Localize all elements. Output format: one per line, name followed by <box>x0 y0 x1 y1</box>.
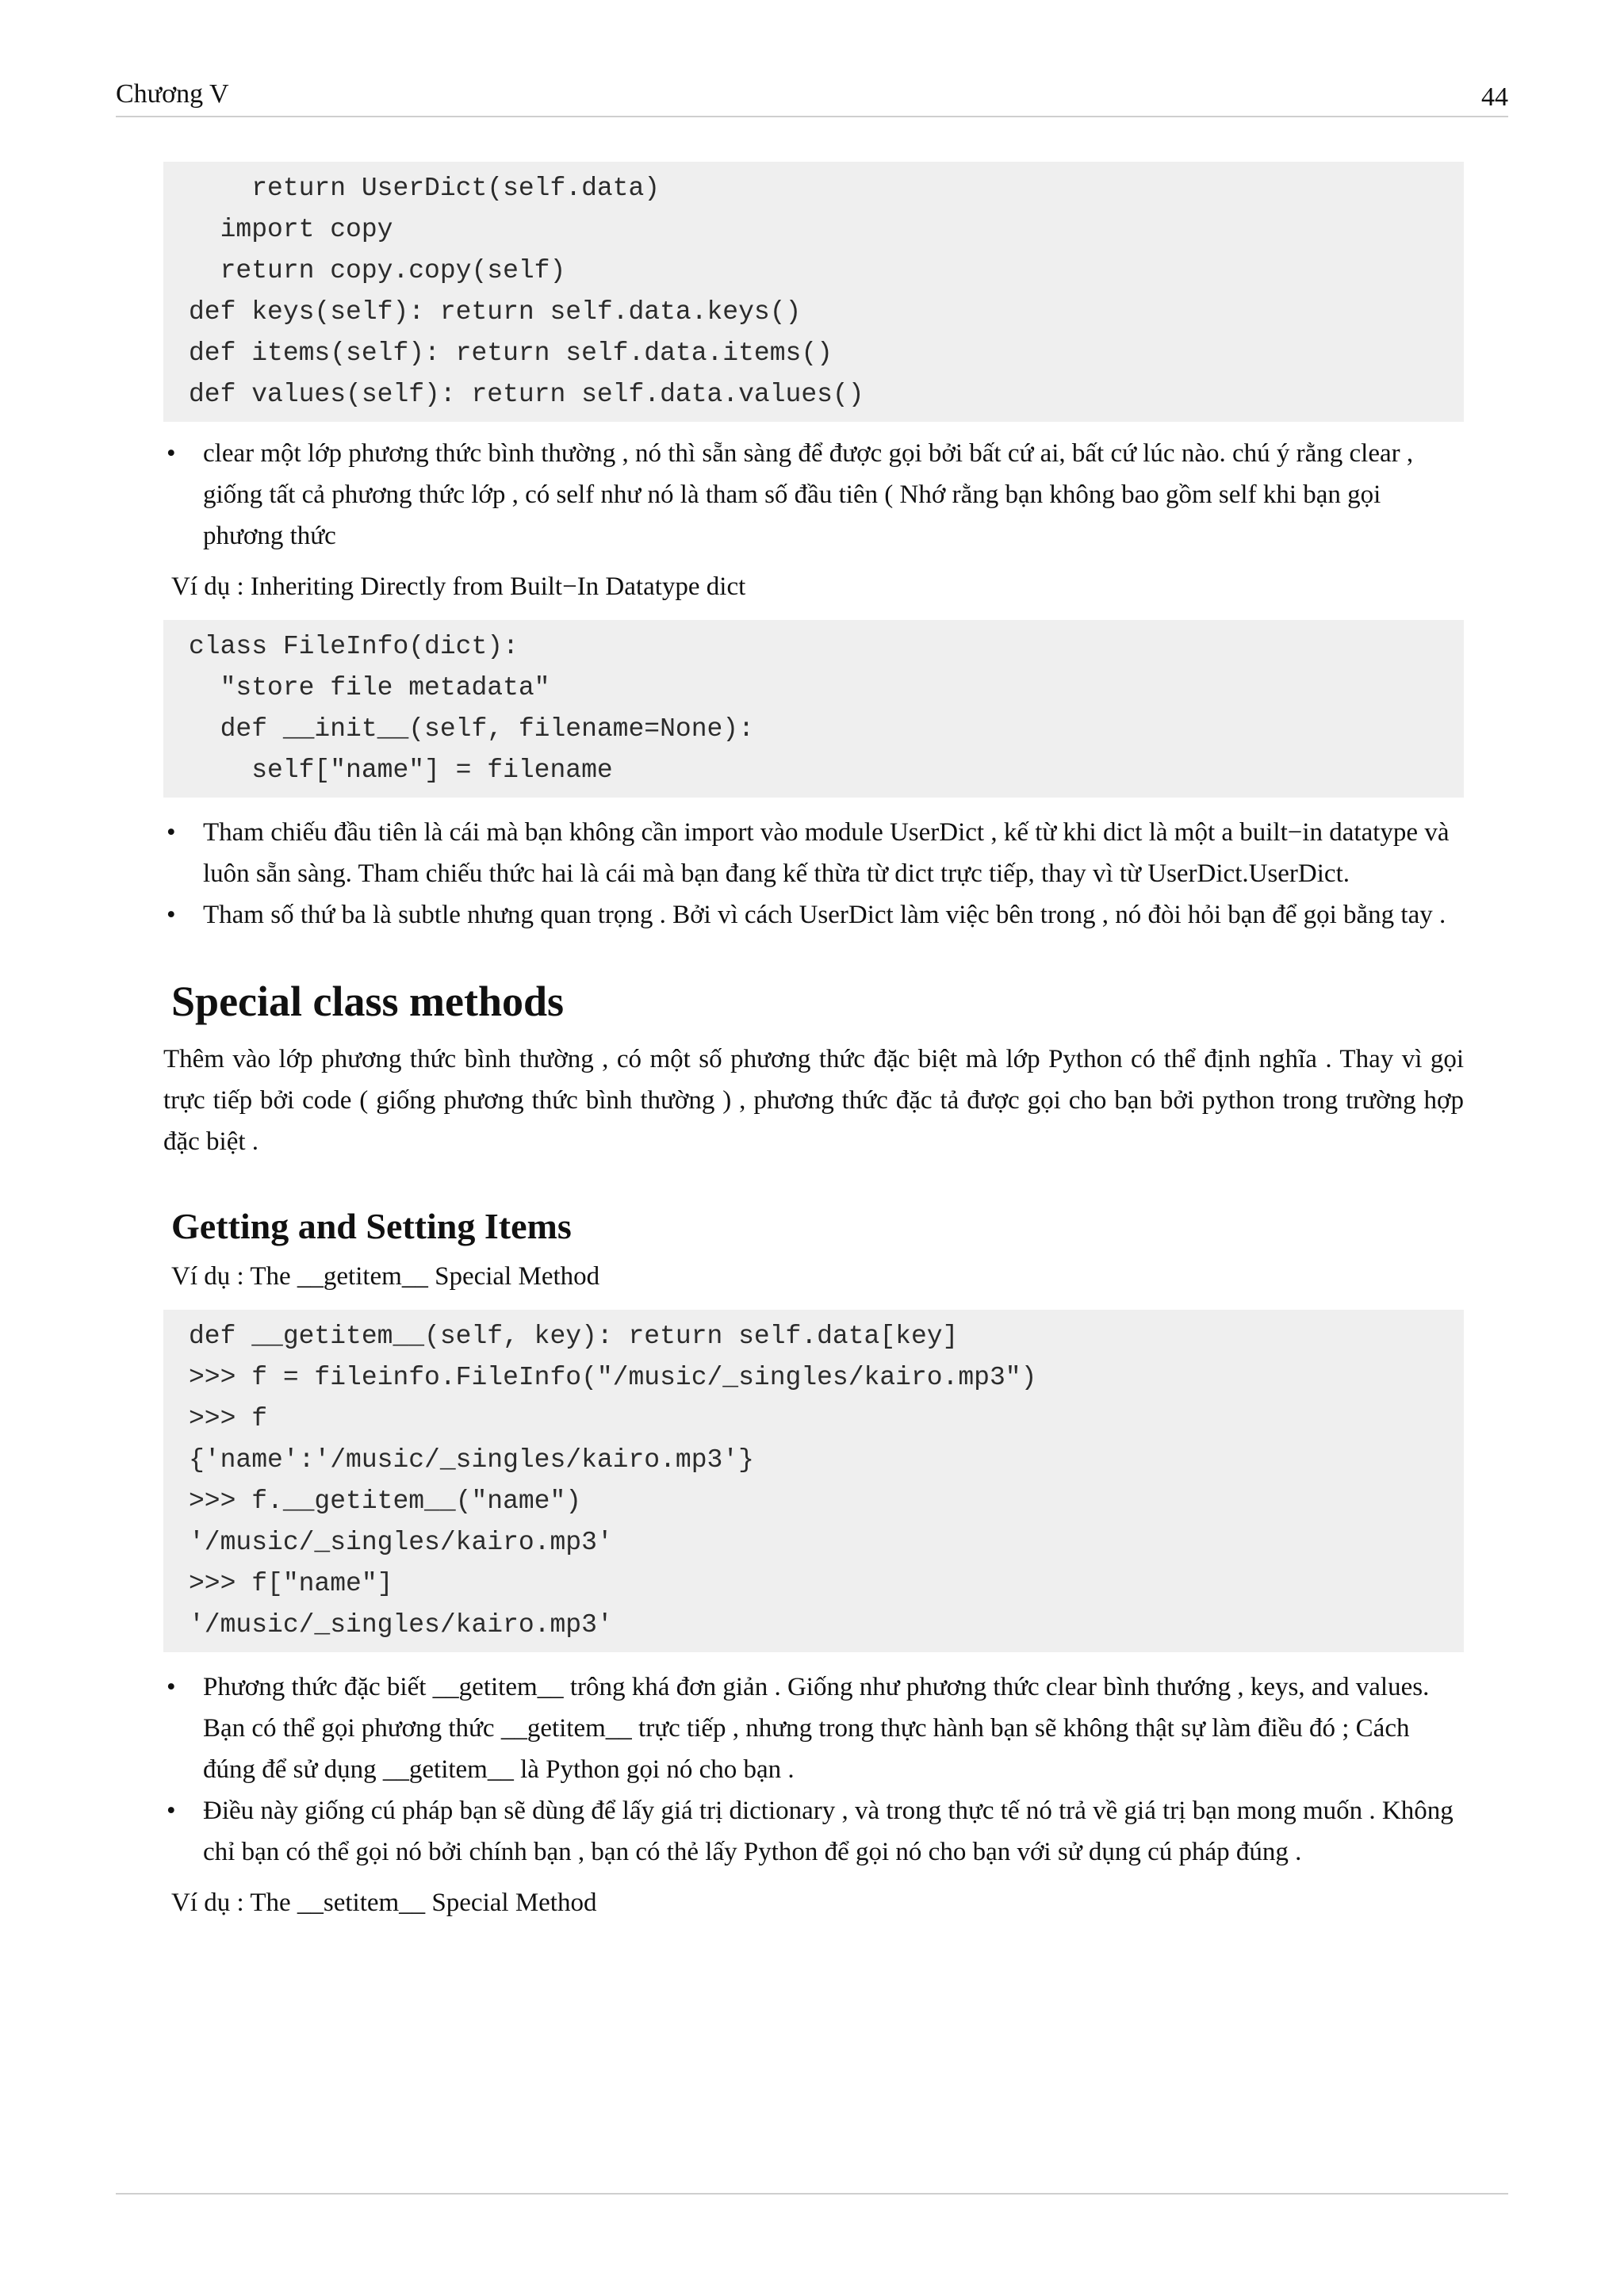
code-line: "store file metadata" <box>189 673 550 702</box>
code-line: return UserDict(self.data) <box>189 174 661 203</box>
section-paragraph: Thêm vào lớp phương thức bình thường , có một số phương thức đặc biệt mà lớp Python có thể định nghĩa . Thay vì gọi trực tiếp bởi code ( giống phương thức bình thường ) , phương thức đặc tả được gọi cho bạn bởi python trong trường hợp đặc biệt . <box>163 1045 1464 1156</box>
example-caption-fileinfo: Ví dụ : Inheriting Directly from Built−In Datatype dict <box>171 572 746 601</box>
code-line: >>> f <box>189 1404 268 1433</box>
code-line: def __init__(self, filename=None): <box>189 714 754 744</box>
footer-divider <box>116 2193 1508 2195</box>
bullet-list-fileinfo <box>163 812 1464 936</box>
chapter-title: Chương V <box>116 79 229 109</box>
code-line: >>> f["name"] <box>189 1569 393 1598</box>
code-line: def keys(self): return self.data.keys() <box>189 297 802 327</box>
page-content <box>163 162 1464 1936</box>
code-line: def __getitem__(self, key): return self.data[key] <box>189 1322 959 1351</box>
page-header <box>116 76 1508 117</box>
code-line: def items(self): return self.data.items() <box>189 339 833 368</box>
code-line: import copy <box>189 215 393 244</box>
section-heading: Special class methods <box>171 978 565 1025</box>
bullet-item: • Phương thức đặc biết __getitem__ trông khá đơn giản . Giống như phương thức clear bình thướng , keys, and values. Bạn có thể gọi phương thức __getitem__ trực tiếp , nhưng trong thực hành bạn sẽ không thật sự làm điều đó ; Cách đúng để sử dụng __getitem__ là Python gọi nó cho bạn . <box>163 1667 1464 1790</box>
bullet-item: • Tham số thứ ba là subtle nhưng quan trọng . Bởi vì cách UserDict làm việc bên trong , nó đòi hỏi bạn để gọi bằng tay . <box>163 894 1464 936</box>
example-caption-setitem: Ví dụ : The __setitem__ Special Method <box>171 1888 597 1917</box>
code-line: class FileInfo(dict): <box>189 632 519 661</box>
example-caption-getitem: Ví dụ : The __getitem__ Special Method <box>171 1262 600 1291</box>
code-line: def values(self): return self.data.values() <box>189 380 864 409</box>
bullet-item: • clear một lớp phương thức bình thường , nó thì sẵn sàng để được gọi bởi bất cứ ai, bất cứ lúc nào. chú ý rằng clear , giống tất cả phương thức lớp , có self như nó là tham số đầu tiên ( Nhớ rằng bạn không bao gồm self khi bạn gọi phương thức <box>163 433 1464 557</box>
subsection-heading: Getting and Setting Items <box>171 1206 572 1246</box>
code-block-userdict <box>163 162 1464 422</box>
bullet-list-getitem <box>163 1667 1464 1873</box>
code-line: {'name':'/music/_singles/kairo.mp3'} <box>189 1445 754 1475</box>
bullet-list-clear <box>163 433 1464 557</box>
code-line: self["name"] = filename <box>189 756 613 785</box>
code-block-fileinfo <box>163 620 1464 798</box>
bullet-item: • Tham chiếu đầu tiên là cái mà bạn không cần import vào module UserDict , kế từ khi dict là một a built−in datatype và luôn sẵn sàng. Tham chiếu thức hai là cái mà bạn đang kế thừa từ dict trực tiếp, thay vì từ UserDict.UserDict. <box>163 812 1464 894</box>
page-number: 44 <box>1481 82 1508 112</box>
bullet-item: • Điều này giống cú pháp bạn sẽ dùng để lấy giá trị dictionary , và trong thực tế nó trả về giá trị bạn mong muốn . Không chỉ bạn có thể gọi nó bởi chính bạn , bạn có thẻ lấy Python để gọi nó cho bạn với sử dụng cú pháp đúng . <box>163 1790 1464 1873</box>
code-line: >>> f = fileinfo.FileInfo("/music/_singles/kairo.mp3") <box>189 1363 1037 1392</box>
code-block-getitem <box>163 1310 1464 1652</box>
code-line: >>> f.__getitem__("name") <box>189 1487 582 1516</box>
code-line: return copy.copy(self) <box>189 256 566 285</box>
code-line: '/music/_singles/kairo.mp3' <box>189 1528 613 1557</box>
code-line: '/music/_singles/kairo.mp3' <box>189 1610 613 1640</box>
